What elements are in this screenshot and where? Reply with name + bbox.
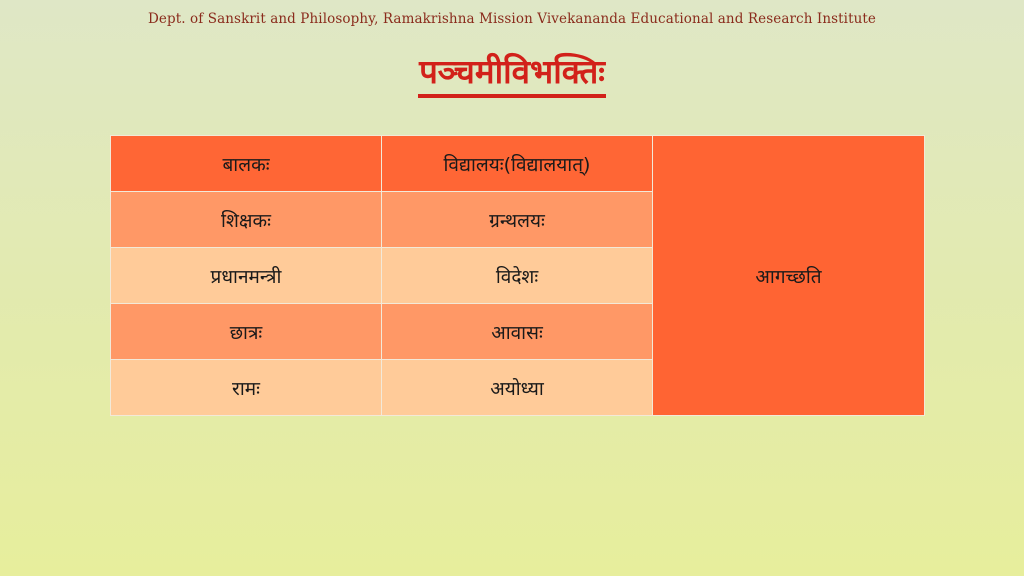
source-cell: अयोध्या: [382, 360, 653, 416]
verb-cell: आगच्छति: [653, 136, 925, 416]
source-cell: आवासः: [382, 304, 653, 360]
title-container: [0, 52, 1024, 98]
subject-cell: छात्रः: [111, 304, 382, 360]
source-cell: विद्यालयः(विद्यालयात्): [382, 136, 653, 192]
vibhakti-table: [110, 135, 925, 416]
department-header: Dept. of Sanskrit and Philosophy, Ramakrishna Mission Vivekananda Educational and Research Institute: [147, 11, 877, 27]
subject-cell: शिक्षकः: [111, 192, 382, 248]
source-cell: विदेशः: [382, 248, 653, 304]
table-row: [111, 136, 925, 192]
slide-title: पञ्चमीविभक्तिः: [418, 52, 606, 98]
source-cell: ग्रन्थलयः: [382, 192, 653, 248]
subject-cell: प्रधानमन्त्री: [111, 248, 382, 304]
subject-cell: रामः: [111, 360, 382, 416]
subject-cell: बालकः: [111, 136, 382, 192]
